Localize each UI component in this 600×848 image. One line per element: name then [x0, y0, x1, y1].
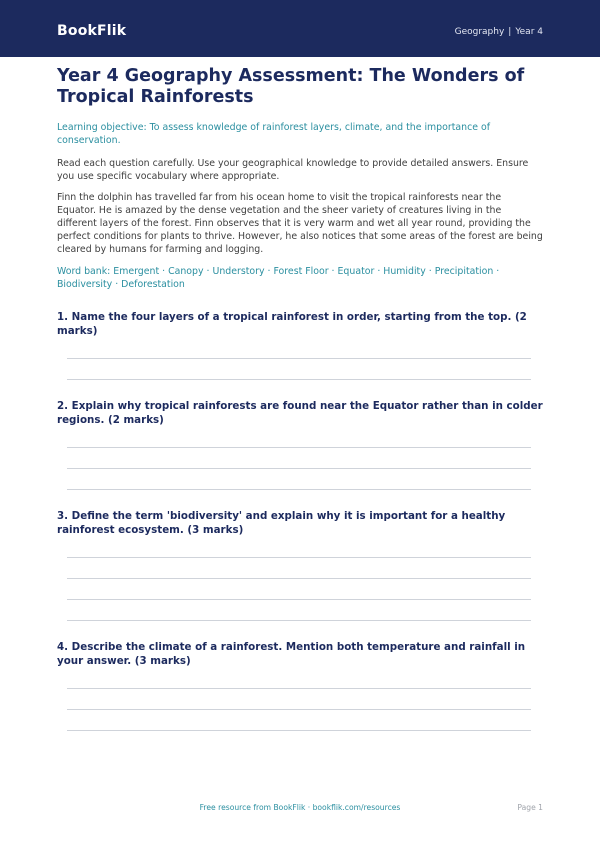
year-label: Year 4 — [515, 27, 543, 37]
answer-line[interactable] — [67, 359, 531, 380]
question-text: 3. Define the term 'biodiversity' and explain why it is important for a healthy rainforest ecosystem. (3 marks) — [57, 510, 506, 536]
answer-lines — [67, 338, 531, 380]
answer-lines — [67, 427, 531, 490]
word-bank: Word bank: Emergent · Canopy · Understory · Forest Floor · Equator · Humidity · Precipitation · Biodiversity · Deforestation — [57, 266, 500, 290]
question-3 — [57, 509, 543, 621]
question-text: 2. Explain why tropical rainforests are found near the Equator rather than in colder regions. (2 marks) — [57, 400, 543, 426]
question-4 — [57, 640, 543, 731]
brand-logo: BookFlik — [57, 23, 127, 39]
answer-lines — [67, 537, 531, 621]
question-text: 4. Describe the climate of a rainforest. Mention both temperature and rainfall in your answer. (3 marks) — [57, 641, 526, 667]
worksheet-body — [57, 66, 543, 731]
question-2 — [57, 399, 543, 490]
answer-line[interactable] — [67, 689, 531, 710]
answer-line[interactable] — [67, 469, 531, 490]
answer-line[interactable] — [67, 600, 531, 621]
answer-lines — [67, 668, 531, 731]
header-meta — [455, 27, 543, 37]
answer-line[interactable] — [67, 427, 531, 448]
answer-line[interactable] — [67, 579, 531, 600]
story-passage: Finn the dolphin has travelled far from his ocean home to visit the tropical rainforests near the Equator. He is amazed by the dense vegetation and the sheer variety of creatures living in the different layers of the forest. Finn observes that it is very warm and wet all year round, providing the perfect conditions for plants to thrive. However, he also notices that some areas of the forest are being cleared by humans for farming and logging. — [57, 192, 543, 255]
answer-line[interactable] — [67, 668, 531, 689]
page-header — [0, 0, 600, 57]
answer-line[interactable] — [67, 710, 531, 731]
footer-source[interactable]: Free resource from BookFlik · bookflik.com/resources — [199, 803, 401, 812]
header-separator: | — [508, 27, 512, 37]
learning-objective: Learning objective: To assess knowledge of rainforest layers, climate, and the importance of conservation. — [57, 122, 491, 146]
page-number: Page 1 — [517, 803, 543, 812]
subject-label: Geography — [454, 27, 505, 37]
question-1 — [57, 310, 543, 380]
answer-line[interactable] — [67, 448, 531, 469]
question-text: 1. Name the four layers of a tropical rainforest in order, starting from the top. (2 marks) — [57, 311, 527, 337]
answer-line[interactable] — [67, 558, 531, 579]
answer-line[interactable] — [67, 537, 531, 558]
page-title: Year 4 Geography Assessment: The Wonders of Tropical Rainforests — [57, 66, 525, 107]
instructions: Read each question carefully. Use your geographical knowledge to provide detailed answers. Ensure you use specific vocabulary where appropriate. — [57, 158, 529, 182]
answer-line[interactable] — [67, 338, 531, 359]
